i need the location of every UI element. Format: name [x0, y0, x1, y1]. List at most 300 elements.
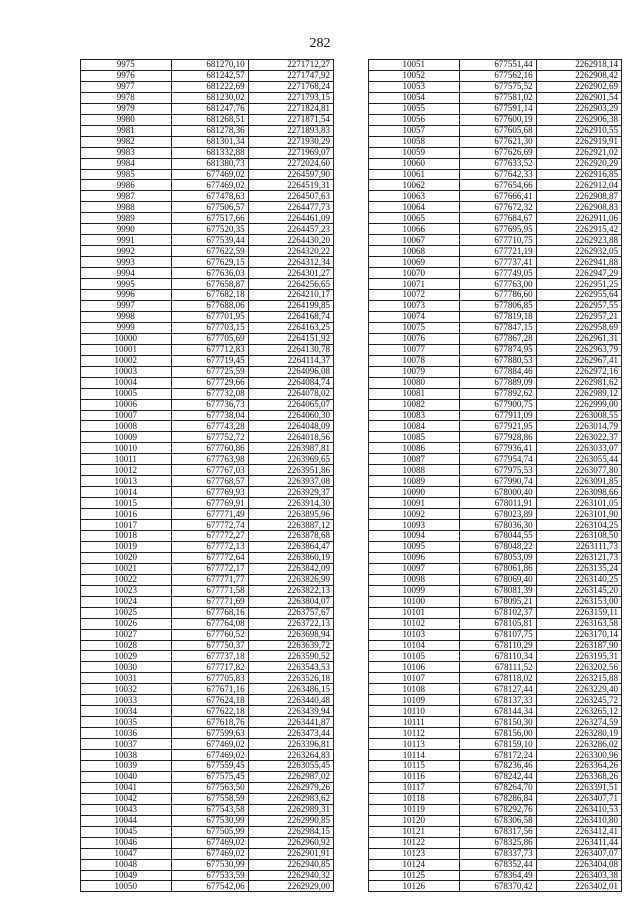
point-number-cell: 9988: [81, 202, 172, 213]
x-coordinate-cell: 677605,68: [459, 125, 536, 136]
table-row: [369, 311, 622, 322]
point-number-cell: 10063: [369, 191, 460, 202]
y-coordinate-cell: 2263929,37: [248, 487, 333, 498]
y-coordinate-cell: 2263842,09: [248, 563, 333, 574]
point-number-cell: 10017: [81, 520, 172, 531]
x-coordinate-cell: 678317,56: [459, 826, 536, 837]
x-coordinate-cell: 677717,82: [171, 662, 248, 673]
x-coordinate-cell: 677880,53: [459, 355, 536, 366]
table-row: [81, 640, 334, 651]
point-number-cell: 10077: [369, 344, 460, 355]
point-number-cell: 10060: [369, 158, 460, 169]
x-coordinate-cell: 681222,69: [171, 81, 248, 92]
x-coordinate-cell: 677520,35: [171, 224, 248, 235]
x-coordinate-cell: 677928,86: [459, 432, 536, 443]
y-coordinate-cell: 2263895,96: [248, 509, 333, 520]
table-row: [81, 673, 334, 684]
x-coordinate-cell: 678105,81: [459, 618, 536, 629]
point-number-cell: 10002: [81, 355, 172, 366]
y-coordinate-cell: 2262941,88: [536, 257, 621, 268]
table-row: [81, 684, 334, 695]
x-coordinate-cell: 677581,02: [459, 92, 536, 103]
x-coordinate-cell: 677505,99: [171, 826, 248, 837]
x-coordinate-cell: 678053,09: [459, 552, 536, 563]
table-row: [81, 191, 334, 202]
table-row: [81, 596, 334, 607]
x-coordinate-cell: 681247,76: [171, 103, 248, 114]
y-coordinate-cell: 2262918,14: [536, 60, 621, 71]
y-coordinate-cell: 2263439,94: [248, 706, 333, 717]
table-row: [81, 169, 334, 180]
y-coordinate-cell: 2264320,22: [248, 246, 333, 257]
point-number-cell: 10116: [369, 771, 460, 782]
y-coordinate-cell: 2263403,38: [536, 870, 621, 881]
x-coordinate-cell: 678144,34: [459, 706, 536, 717]
point-number-cell: 10119: [369, 804, 460, 815]
x-coordinate-cell: 678370,42: [459, 881, 536, 892]
x-coordinate-cell: 677921,95: [459, 421, 536, 432]
y-coordinate-cell: 2263077,80: [536, 465, 621, 476]
table-row: [369, 235, 622, 246]
table-row: [81, 70, 334, 81]
x-coordinate-cell: 677737,18: [171, 651, 248, 662]
y-coordinate-cell: 2263937,08: [248, 476, 333, 487]
point-number-cell: 10035: [81, 717, 172, 728]
table-row: [369, 257, 622, 268]
x-coordinate-cell: 677622,18: [171, 706, 248, 717]
point-number-cell: 10097: [369, 563, 460, 574]
x-coordinate-cell: 677719,45: [171, 355, 248, 366]
x-coordinate-cell: 677725,59: [171, 366, 248, 377]
table-row: [369, 574, 622, 585]
point-number-cell: 10082: [369, 399, 460, 410]
point-number-cell: 10025: [81, 607, 172, 618]
x-coordinate-cell: 678264,70: [459, 782, 536, 793]
point-number-cell: 10045: [81, 826, 172, 837]
x-coordinate-cell: 677772,64: [171, 552, 248, 563]
x-coordinate-cell: 677772,13: [171, 541, 248, 552]
x-coordinate-cell: 677771,77: [171, 574, 248, 585]
y-coordinate-cell: 2264597,90: [248, 169, 333, 180]
point-number-cell: 10114: [369, 750, 460, 761]
point-number-cell: 10099: [369, 585, 460, 596]
y-coordinate-cell: 2263108,50: [536, 530, 621, 541]
x-coordinate-cell: 677736,73: [171, 399, 248, 410]
table-row: [81, 114, 334, 125]
x-coordinate-cell: 677684,67: [459, 213, 536, 224]
table-row: [81, 311, 334, 322]
y-coordinate-cell: 2263914,30: [248, 498, 333, 509]
y-coordinate-cell: 2262951,25: [536, 279, 621, 290]
point-number-cell: 10073: [369, 300, 460, 311]
x-coordinate-cell: 677543,58: [171, 804, 248, 815]
point-number-cell: 10028: [81, 640, 172, 651]
point-number-cell: 9985: [81, 169, 172, 180]
point-number-cell: 10095: [369, 541, 460, 552]
table-row: [81, 366, 334, 377]
point-number-cell: 10068: [369, 246, 460, 257]
point-number-cell: 10014: [81, 487, 172, 498]
table-row: [81, 771, 334, 782]
point-number-cell: 10042: [81, 793, 172, 804]
table-row: [81, 377, 334, 388]
table-row: [81, 837, 334, 848]
point-number-cell: 10004: [81, 377, 172, 388]
coordinates-table-left: [80, 59, 334, 892]
y-coordinate-cell: 2262989,31: [248, 804, 333, 815]
table-row: [81, 60, 334, 71]
table-row: [81, 695, 334, 706]
point-number-cell: 9995: [81, 279, 172, 290]
table-row: [81, 563, 334, 574]
y-coordinate-cell: 2263170,14: [536, 629, 621, 640]
table-row: [369, 881, 622, 892]
y-coordinate-cell: 2264312,34: [248, 257, 333, 268]
table-row: [81, 290, 334, 301]
y-coordinate-cell: 2263860,19: [248, 552, 333, 563]
point-number-cell: 10093: [369, 520, 460, 531]
table-row: [369, 191, 622, 202]
point-number-cell: 10065: [369, 213, 460, 224]
point-number-cell: 10009: [81, 432, 172, 443]
table-row: [81, 279, 334, 290]
x-coordinate-cell: 677712,83: [171, 344, 248, 355]
point-number-cell: 10055: [369, 103, 460, 114]
point-number-cell: 10103: [369, 629, 460, 640]
table-row: [81, 651, 334, 662]
table-row: [369, 585, 622, 596]
point-number-cell: 10047: [81, 848, 172, 859]
y-coordinate-cell: 2264048,09: [248, 421, 333, 432]
y-coordinate-cell: 2263822,13: [248, 585, 333, 596]
table-row: [369, 366, 622, 377]
point-number-cell: 10070: [369, 268, 460, 279]
point-number-cell: 10022: [81, 574, 172, 585]
table-row: [369, 81, 622, 92]
point-number-cell: 10112: [369, 728, 460, 739]
table-row: [369, 804, 622, 815]
x-coordinate-cell: 677772,74: [171, 520, 248, 531]
x-coordinate-cell: 677469,02: [171, 837, 248, 848]
x-coordinate-cell: 678095,21: [459, 596, 536, 607]
point-number-cell: 9984: [81, 158, 172, 169]
point-number-cell: 10118: [369, 793, 460, 804]
y-coordinate-cell: 2262989,12: [536, 388, 621, 399]
y-coordinate-cell: 2263264,83: [248, 750, 333, 761]
table-row: [81, 859, 334, 870]
point-number-cell: 10124: [369, 859, 460, 870]
x-coordinate-cell: 677666,41: [459, 191, 536, 202]
x-coordinate-cell: 677771,58: [171, 585, 248, 596]
table-row: [81, 498, 334, 509]
point-number-cell: 10034: [81, 706, 172, 717]
y-coordinate-cell: 2263639,72: [248, 640, 333, 651]
table-row: [369, 552, 622, 563]
table-row: [81, 421, 334, 432]
y-coordinate-cell: 2263014,79: [536, 421, 621, 432]
point-number-cell: 9987: [81, 191, 172, 202]
point-number-cell: 10027: [81, 629, 172, 640]
point-number-cell: 10011: [81, 454, 172, 465]
y-coordinate-cell: 2263135,24: [536, 563, 621, 574]
point-number-cell: 10106: [369, 662, 460, 673]
point-number-cell: 9989: [81, 213, 172, 224]
y-coordinate-cell: 2262901,54: [536, 92, 621, 103]
table-row: [81, 333, 334, 344]
table-row: [369, 509, 622, 520]
y-coordinate-cell: 2263407,71: [536, 793, 621, 804]
x-coordinate-cell: 677768,57: [171, 476, 248, 487]
y-coordinate-cell: 2262947,29: [536, 268, 621, 279]
table-row: [81, 662, 334, 673]
point-number-cell: 10056: [369, 114, 460, 125]
point-number-cell: 10101: [369, 607, 460, 618]
point-number-cell: 10123: [369, 848, 460, 859]
table-row: [369, 837, 622, 848]
point-number-cell: 10074: [369, 311, 460, 322]
table-row: [369, 848, 622, 859]
x-coordinate-cell: 677737,41: [459, 257, 536, 268]
point-number-cell: 9983: [81, 147, 172, 158]
y-coordinate-cell: 2264096,08: [248, 366, 333, 377]
point-number-cell: 10092: [369, 509, 460, 520]
x-coordinate-cell: 678118,02: [459, 673, 536, 684]
table-row: [369, 684, 622, 695]
point-number-cell: 9979: [81, 103, 172, 114]
x-coordinate-cell: 678000,40: [459, 487, 536, 498]
y-coordinate-cell: 2264477,73: [248, 202, 333, 213]
y-coordinate-cell: 2271893,83: [248, 125, 333, 136]
point-number-cell: 10079: [369, 366, 460, 377]
x-coordinate-cell: 678159,10: [459, 739, 536, 750]
x-coordinate-cell: 677732,08: [171, 388, 248, 399]
table-row: [369, 158, 622, 169]
table-row: [369, 826, 622, 837]
x-coordinate-cell: 677633,52: [459, 158, 536, 169]
table-row: [81, 530, 334, 541]
table-row: [81, 268, 334, 279]
y-coordinate-cell: 2263987,81: [248, 443, 333, 454]
x-coordinate-cell: 681268,51: [171, 114, 248, 125]
point-number-cell: 9986: [81, 180, 172, 191]
x-coordinate-cell: 678306,58: [459, 815, 536, 826]
y-coordinate-cell: 2263104,25: [536, 520, 621, 531]
y-coordinate-cell: 2262957,55: [536, 300, 621, 311]
x-coordinate-cell: 678102,37: [459, 607, 536, 618]
point-number-cell: 10084: [369, 421, 460, 432]
x-coordinate-cell: 678156,00: [459, 728, 536, 739]
y-coordinate-cell: 2262921,02: [536, 147, 621, 158]
x-coordinate-cell: 681242,57: [171, 70, 248, 81]
table-row: [81, 443, 334, 454]
point-number-cell: 10108: [369, 684, 460, 695]
point-number-cell: 9978: [81, 92, 172, 103]
point-number-cell: 10107: [369, 673, 460, 684]
table-row: [81, 728, 334, 739]
x-coordinate-cell: 678364,49: [459, 870, 536, 881]
y-coordinate-cell: 2263101,90: [536, 509, 621, 520]
y-coordinate-cell: 2263864,47: [248, 541, 333, 552]
y-coordinate-cell: 2262929,00: [248, 881, 333, 892]
x-coordinate-cell: 677533,59: [171, 870, 248, 881]
table-row: [369, 410, 622, 421]
x-coordinate-cell: 677771,49: [171, 509, 248, 520]
point-number-cell: 10059: [369, 147, 460, 158]
x-coordinate-cell: 677469,02: [171, 750, 248, 761]
table-row: [81, 388, 334, 399]
table-row: [81, 607, 334, 618]
point-number-cell: 10006: [81, 399, 172, 410]
table-row: [81, 476, 334, 487]
y-coordinate-cell: 2263202,56: [536, 662, 621, 673]
table-row: [369, 70, 622, 81]
x-coordinate-cell: 678048,22: [459, 541, 536, 552]
x-coordinate-cell: 681301,34: [171, 136, 248, 147]
y-coordinate-cell: 2262923,88: [536, 235, 621, 246]
x-coordinate-cell: 677600,19: [459, 114, 536, 125]
table-row: [81, 520, 334, 531]
y-coordinate-cell: 2263878,68: [248, 530, 333, 541]
table-row: [81, 717, 334, 728]
point-number-cell: 10030: [81, 662, 172, 673]
x-coordinate-cell: 677539,44: [171, 235, 248, 246]
x-coordinate-cell: 677786,60: [459, 290, 536, 301]
y-coordinate-cell: 2262932,05: [536, 246, 621, 257]
point-number-cell: 10026: [81, 618, 172, 629]
point-number-cell: 9977: [81, 81, 172, 92]
point-number-cell: 10003: [81, 366, 172, 377]
point-number-cell: 10067: [369, 235, 460, 246]
y-coordinate-cell: 2263140,25: [536, 574, 621, 585]
y-coordinate-cell: 2263159,11: [536, 607, 621, 618]
y-coordinate-cell: 2262967,41: [536, 355, 621, 366]
table-row: [81, 235, 334, 246]
y-coordinate-cell: 2262955,64: [536, 290, 621, 301]
point-number-cell: 10064: [369, 202, 460, 213]
y-coordinate-cell: 2262916,85: [536, 169, 621, 180]
x-coordinate-cell: 678110,29: [459, 640, 536, 651]
table-row: [81, 202, 334, 213]
x-coordinate-cell: 677936,41: [459, 443, 536, 454]
point-number-cell: 10041: [81, 782, 172, 793]
table-row: [81, 706, 334, 717]
x-coordinate-cell: 677506,57: [171, 202, 248, 213]
table-row: [81, 180, 334, 191]
y-coordinate-cell: 2262940,85: [248, 859, 333, 870]
y-coordinate-cell: 2264151,92: [248, 333, 333, 344]
table-row: [81, 432, 334, 443]
y-coordinate-cell: 2262920,29: [536, 158, 621, 169]
table-row: [369, 344, 622, 355]
y-coordinate-cell: 2263286,02: [536, 739, 621, 750]
table-row: [369, 673, 622, 684]
x-coordinate-cell: 677469,02: [171, 848, 248, 859]
y-coordinate-cell: 2264168,74: [248, 311, 333, 322]
x-coordinate-cell: 677642,33: [459, 169, 536, 180]
x-coordinate-cell: 681380,73: [171, 158, 248, 169]
y-coordinate-cell: 2271768,24: [248, 81, 333, 92]
table-row: [81, 870, 334, 881]
table-row: [81, 782, 334, 793]
point-number-cell: 10088: [369, 465, 460, 476]
y-coordinate-cell: 2263543,53: [248, 662, 333, 673]
table-row: [81, 509, 334, 520]
table-row: [369, 782, 622, 793]
table-row: [369, 739, 622, 750]
y-coordinate-cell: 2271930,29: [248, 136, 333, 147]
table-row: [369, 421, 622, 432]
point-number-cell: 9976: [81, 70, 172, 81]
y-coordinate-cell: 2263887,12: [248, 520, 333, 531]
point-number-cell: 10109: [369, 695, 460, 706]
x-coordinate-cell: 677705,83: [171, 673, 248, 684]
point-number-cell: 10057: [369, 125, 460, 136]
x-coordinate-cell: 677975,53: [459, 465, 536, 476]
point-number-cell: 9996: [81, 290, 172, 301]
y-coordinate-cell: 2263407,07: [536, 848, 621, 859]
x-coordinate-cell: 678111,52: [459, 662, 536, 673]
point-number-cell: 10024: [81, 596, 172, 607]
table-row: [369, 793, 622, 804]
table-row: [369, 563, 622, 574]
y-coordinate-cell: 2264430,20: [248, 235, 333, 246]
point-number-cell: 10087: [369, 454, 460, 465]
table-row: [369, 377, 622, 388]
x-coordinate-cell: 677892,62: [459, 388, 536, 399]
point-number-cell: 10023: [81, 585, 172, 596]
y-coordinate-cell: 2263111,73: [536, 541, 621, 552]
point-number-cell: 10054: [369, 92, 460, 103]
y-coordinate-cell: 2263245,72: [536, 695, 621, 706]
y-coordinate-cell: 2263590,52: [248, 651, 333, 662]
table-row: [369, 290, 622, 301]
point-number-cell: 10001: [81, 344, 172, 355]
point-number-cell: 10117: [369, 782, 460, 793]
x-coordinate-cell: 678069,40: [459, 574, 536, 585]
y-coordinate-cell: 2264078,02: [248, 388, 333, 399]
table-row: [369, 136, 622, 147]
x-coordinate-cell: 677682,18: [171, 290, 248, 301]
x-coordinate-cell: 677763,00: [459, 279, 536, 290]
point-number-cell: 10061: [369, 169, 460, 180]
table-row: [369, 103, 622, 114]
table-row: [369, 60, 622, 71]
x-coordinate-cell: 677672,32: [459, 202, 536, 213]
table-row: [369, 454, 622, 465]
y-coordinate-cell: 2264114,37: [248, 355, 333, 366]
y-coordinate-cell: 2262908,87: [536, 191, 621, 202]
table-row: [81, 750, 334, 761]
y-coordinate-cell: 2264163,25: [248, 322, 333, 333]
table-row: [369, 870, 622, 881]
y-coordinate-cell: 2262908,42: [536, 70, 621, 81]
y-coordinate-cell: 2263368,26: [536, 771, 621, 782]
x-coordinate-cell: 677618,76: [171, 717, 248, 728]
point-number-cell: 10113: [369, 739, 460, 750]
y-coordinate-cell: 2262987,02: [248, 771, 333, 782]
x-coordinate-cell: 681332,88: [171, 147, 248, 158]
x-coordinate-cell: 677760,86: [171, 443, 248, 454]
y-coordinate-cell: 2263008,55: [536, 410, 621, 421]
x-coordinate-cell: 677530,99: [171, 859, 248, 870]
x-coordinate-cell: 677701,95: [171, 311, 248, 322]
x-coordinate-cell: 677575,45: [171, 771, 248, 782]
y-coordinate-cell: 2264210,17: [248, 290, 333, 301]
point-number-cell: 10051: [369, 60, 460, 71]
point-number-cell: 10069: [369, 257, 460, 268]
table-row: [81, 826, 334, 837]
table-row: [369, 169, 622, 180]
